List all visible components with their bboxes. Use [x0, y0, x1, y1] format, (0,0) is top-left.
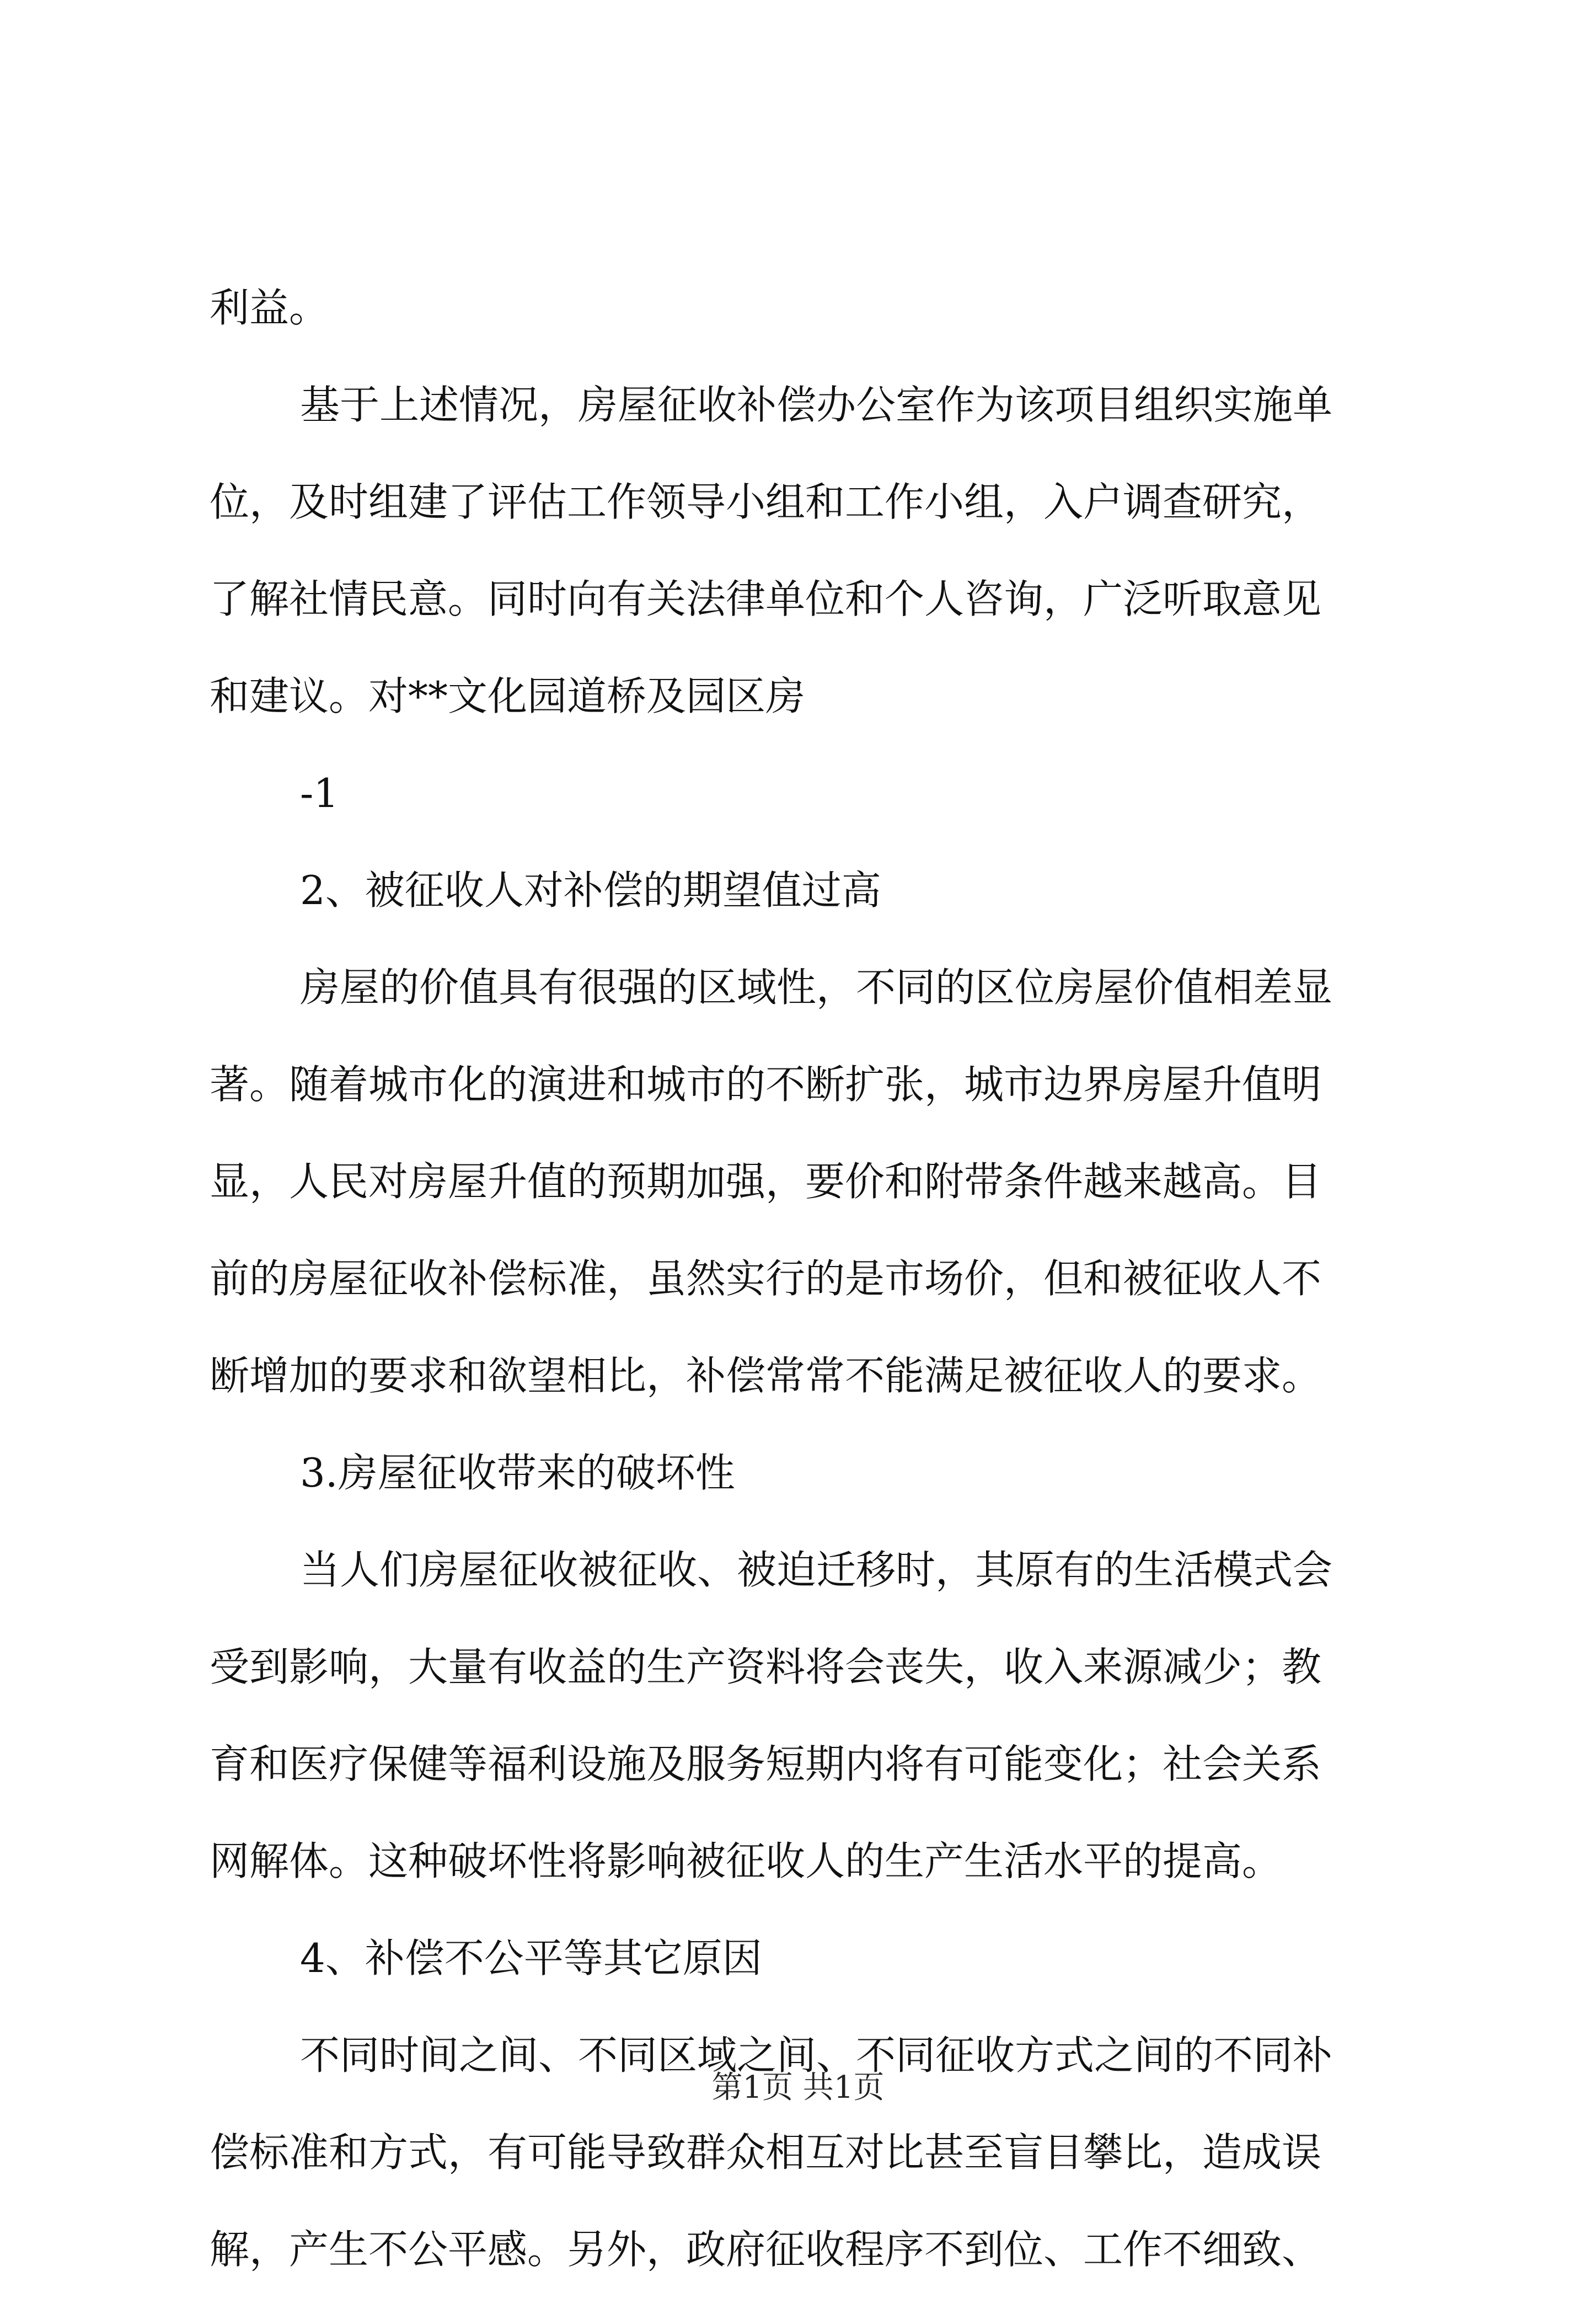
text-line: 育和医疗保健等福利设施及服务短期内将有可能变化；社会关系: [210, 1741, 1322, 1787]
text-line: 偿标准和方式，有可能导致群众相互对比甚至盲目攀比，造成误: [210, 2129, 1322, 2176]
text-line: 了解社情民意。同时向有关法律单位和个人咨询，广泛听取意见: [210, 576, 1322, 622]
text-line: 位，及时组建了评估工作领导小组和工作小组，入户调查研究，: [210, 479, 1322, 525]
section-heading: 4、补偿不公平等其它原因: [300, 1935, 762, 1981]
paragraph-start: 当人们房屋征收被征收、被迫迁移时，其原有的生活模式会: [300, 1547, 1333, 1593]
text-line: 网解体。这种破坏性将影响被征收人的生产生活水平的提高。: [210, 1838, 1282, 1884]
page-footer: 第1页 共1页: [711, 2070, 885, 2105]
paragraph-start: 不同时间之间、不同区域之间、不同征收方式之间的不同补: [300, 2032, 1333, 2078]
text-line: 解，产生不公平感。另外，政府征收程序不到位、工作不细致、: [210, 2226, 1322, 2273]
text-line: 和建议。对**文化园道桥及园区房: [210, 673, 806, 719]
text-line: 前的房屋征收补偿标准，虽然实行的是市场价，但和被征收人不: [210, 1255, 1322, 1302]
text-line: 断增加的要求和欲望相比，补偿常常不能满足被征收人的要求。: [210, 1353, 1322, 1399]
text-line: 受到影响，大量有收益的生产资料将会丧失，收入来源减少；教: [210, 1644, 1322, 1690]
text-line: 显，人民对房屋升值的预期加强，要价和附带条件越来越高。目: [210, 1158, 1322, 1205]
text-line: 利益。: [210, 285, 329, 331]
section-heading: 2、被征收人对补偿的期望值过高: [300, 867, 881, 913]
paragraph-start: 基于上述情况，房屋征收补偿办公室作为该项目组织实施单: [300, 382, 1333, 428]
section-heading: 3.房屋征收带来的破坏性: [300, 1450, 735, 1496]
paragraph-start: 房屋的价值具有很强的区域性，不同的区位房屋价值相差显: [300, 964, 1333, 1011]
text-line: 著。随着城市化的演进和城市的不断扩张，城市边界房屋升值明: [210, 1061, 1322, 1108]
page-marker: -1: [300, 770, 339, 816]
document-body: [210, 259, 1390, 2298]
